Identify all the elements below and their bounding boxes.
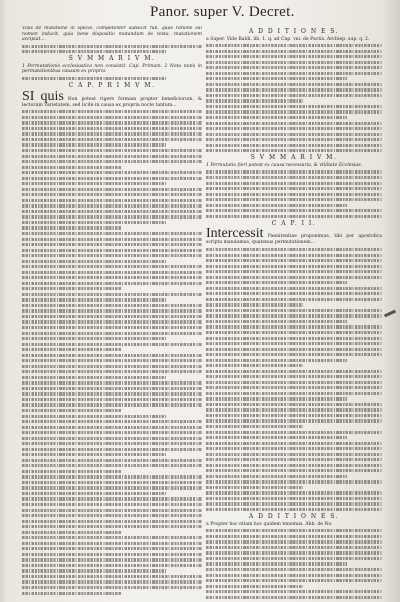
text-line: [206, 61, 382, 64]
text-line: [22, 525, 202, 528]
text-line: [22, 365, 202, 368]
text-line: [22, 415, 166, 418]
text-line: [22, 149, 202, 152]
text-line: [206, 309, 382, 312]
text-line: [206, 122, 382, 125]
text-line: [206, 469, 382, 472]
text-line: [22, 475, 202, 478]
text-line: [206, 359, 347, 362]
left-body-text: [22, 110, 202, 594]
text-line: [22, 138, 202, 141]
text-line: [22, 127, 202, 130]
text-line: [206, 83, 382, 86]
text-line: [206, 270, 382, 273]
text-line: [206, 88, 382, 91]
summary-text: 1 Permutationis ecclesiastica non consistit. Cap. Primum. 2 Nota notis in permutationibus causam ex proprio.: [22, 63, 202, 75]
text-line: [206, 55, 382, 58]
text-line: [206, 590, 382, 593]
text-line: [206, 50, 382, 53]
text-line: [22, 398, 202, 401]
additions-body: [206, 44, 382, 152]
text-line: [206, 94, 382, 97]
text-line: [22, 45, 202, 48]
text-line: [206, 144, 382, 147]
text-line: [22, 215, 202, 218]
text-line: [206, 187, 382, 190]
summary-heading: S V M M A R I V M.: [68, 55, 156, 63]
text-line: [206, 419, 382, 422]
left-intro: Visis de mutatione in specie, competenter subsicit rub. quae ratione sui nomen inducit, quia bene dispositio mutandum de testa. mutationem accipiat...: [22, 26, 202, 43]
right-body-text: [206, 248, 382, 511]
text-line: [22, 282, 202, 285]
text-line: [22, 481, 202, 484]
text-line: [206, 133, 382, 136]
text-line: [22, 453, 166, 456]
text-line: [22, 459, 202, 462]
text-line: [206, 248, 382, 251]
text-line: [206, 110, 382, 113]
page-gutter-shadow: [0, 0, 8, 602]
text-line: [22, 110, 202, 113]
text-line: [206, 480, 382, 483]
text-line: [22, 188, 202, 191]
additions-heading: A D D I T I O N E S.: [248, 28, 340, 35]
text-line: [206, 265, 382, 268]
text-line: [206, 453, 382, 456]
text-line: [206, 497, 382, 500]
text-line: [206, 176, 382, 179]
text-line: [22, 232, 202, 235]
text-line: [206, 105, 382, 108]
text-line: [22, 376, 166, 379]
text-line: [22, 116, 202, 119]
text-line: [22, 492, 166, 495]
text-line: [206, 198, 382, 201]
text-line: [22, 193, 202, 196]
text-line: [22, 381, 202, 384]
text-line: [206, 546, 382, 549]
text-line: [22, 486, 202, 489]
text-line: [206, 314, 382, 317]
text-line: [206, 585, 303, 588]
text-line: [22, 171, 202, 174]
text-line: [206, 276, 382, 279]
text-line: [206, 127, 382, 130]
text-line: [22, 592, 121, 595]
text-line: [22, 287, 121, 290]
text-line: [206, 551, 382, 554]
text-line: [22, 437, 202, 440]
text-line: [22, 309, 202, 312]
left-column: [22, 26, 202, 600]
text-line: [22, 586, 202, 589]
text-line: [22, 243, 202, 246]
text-line: [22, 260, 166, 263]
text-line: [22, 221, 166, 224]
text-line: [22, 387, 202, 390]
text-line: [206, 138, 382, 141]
text-line: [22, 50, 166, 53]
text-line: [206, 403, 382, 406]
text-line: [206, 331, 382, 334]
text-line: [22, 177, 202, 180]
text-line: [206, 348, 382, 351]
text-line: [22, 77, 166, 80]
text-line: [22, 426, 202, 429]
text-line: [22, 536, 202, 539]
text-line: [22, 392, 202, 395]
text-line: [206, 386, 382, 389]
summary-heading: S V M M A R I V M.: [250, 154, 338, 162]
text-line: [206, 579, 382, 582]
additions-heading: A D D I T I O N E S.: [248, 513, 340, 521]
text-line: [22, 182, 166, 185]
text-line: [22, 304, 202, 307]
text-line: [206, 44, 382, 47]
text-line: [22, 403, 202, 406]
chapter-first-text: Paenitentiae proponimus, tibi per apostolica scripta mandamus, quatenus permutationem...: [206, 234, 382, 246]
text-line: [206, 193, 382, 196]
text-line: [22, 442, 202, 445]
text-line: [22, 226, 121, 229]
text-line: [206, 414, 382, 417]
text-line: [206, 392, 382, 395]
text-line: [22, 320, 202, 323]
text-line: [22, 569, 166, 572]
text-line: [206, 353, 382, 356]
text-line: [22, 464, 202, 467]
text-line: [206, 66, 382, 69]
text-line: [22, 553, 202, 556]
text-line: [22, 326, 202, 329]
text-line: [22, 520, 202, 523]
text-line: [22, 354, 202, 357]
text-line: [206, 381, 382, 384]
text-line: [22, 448, 202, 451]
text-line: [206, 431, 382, 434]
text-line: [22, 542, 202, 545]
text-line: [206, 254, 382, 257]
text-line: [206, 458, 382, 461]
text-line: [22, 199, 202, 202]
text-line: [206, 287, 382, 290]
text-line: [22, 470, 121, 473]
text-line: [22, 143, 166, 146]
text-line: [206, 562, 347, 565]
text-line: [206, 320, 347, 323]
text-line: [206, 574, 382, 577]
text-line: [206, 303, 303, 306]
additions-body: [206, 529, 382, 600]
text-line: [22, 293, 202, 296]
text-line: [22, 132, 202, 135]
text-line: [206, 464, 382, 467]
text-line: [22, 160, 202, 163]
text-line: [206, 447, 382, 450]
text-line: [22, 315, 202, 318]
text-line: [22, 249, 202, 252]
text-line: [206, 281, 347, 284]
text-line: [22, 359, 202, 362]
text-line: [22, 271, 202, 274]
text-line: [22, 564, 202, 567]
text-line: [206, 540, 382, 543]
text-line: [22, 514, 202, 517]
text-line: [22, 121, 202, 124]
text-line: [206, 425, 303, 428]
text-line: [206, 475, 347, 478]
summary-body: [206, 170, 382, 217]
text-line: [22, 575, 202, 578]
text-line: [22, 155, 202, 158]
text-line: [206, 292, 382, 295]
text-line: [206, 408, 382, 411]
text-line: [22, 276, 202, 279]
text-line: [22, 580, 202, 583]
text-line: [206, 182, 382, 185]
chapter-opening: [206, 228, 382, 246]
text-line: [206, 442, 382, 445]
text-line: [206, 259, 382, 262]
page-edge-shadow: [382, 0, 400, 602]
text-line: [22, 509, 202, 512]
text-line: [206, 204, 347, 207]
running-head: Panor. super V. Decret.: [150, 4, 295, 20]
text-line: [22, 497, 202, 500]
text-line: [22, 298, 166, 301]
chapter-initial-word: SI quis: [22, 88, 64, 104]
text-line: [22, 210, 202, 213]
summary-text: 1 Permutatio fieri potest ex causa necessaria, & vtilitate Ecclesiae.: [206, 162, 363, 168]
text-line: [206, 99, 303, 102]
text-line: [206, 436, 347, 439]
text-line: [22, 265, 202, 268]
text-line: [206, 337, 382, 340]
text-line: [22, 370, 202, 373]
text-line: [22, 531, 121, 534]
chapter-initial-word: Intercessit: [206, 226, 264, 242]
right-column: [206, 26, 382, 600]
chapter-first-text: Non potest rigere formam propter beneficiorum, & lectorum varietatem, sed licitè in causa ex propria nocte tantum...: [22, 96, 202, 108]
text-line: [22, 254, 202, 257]
text-line: [206, 170, 382, 173]
text-line: [206, 325, 382, 328]
text-line: [22, 348, 121, 351]
chapter-opening: [22, 88, 202, 109]
text-line: [206, 529, 382, 532]
text-line: [206, 364, 303, 367]
text-line: [206, 502, 382, 505]
text-line: [22, 337, 166, 340]
text-line: [206, 486, 303, 489]
text-line: [22, 343, 202, 346]
text-line: [206, 77, 347, 80]
text-line: [206, 508, 382, 511]
additions-text: a Super. Vide Baldi. lib. 1. q. ad Cap. vni. de Pactis. Archiep. sup. q. 2.: [206, 36, 370, 42]
text-line: [206, 149, 382, 152]
text-line: [206, 491, 382, 494]
text-line: [206, 342, 382, 345]
text-line: [206, 397, 347, 400]
text-line: [206, 596, 382, 599]
additions-text: a Propter hoc etiam hoc quidem tenemus. Abb. de No.: [206, 521, 333, 527]
text-line: [22, 503, 202, 506]
text-line: [22, 204, 202, 207]
text-line: [22, 166, 121, 169]
text-line: [22, 547, 202, 550]
text-line: [206, 72, 382, 75]
text-line: [22, 431, 202, 434]
chapter-heading: C A P. P R I M V M.: [68, 82, 156, 90]
text-line: [206, 535, 382, 538]
text-line: [22, 420, 202, 423]
text-line: [206, 209, 382, 212]
text-line: [22, 238, 202, 241]
text-line: [206, 215, 382, 218]
text-line: [206, 370, 382, 373]
text-line: [206, 116, 347, 119]
text-line: [206, 568, 382, 571]
chapter-heading: C A P. I I.: [271, 219, 317, 227]
text-line: [206, 375, 382, 378]
text-line: [22, 558, 202, 561]
text-line: [22, 409, 121, 412]
text-line: [22, 332, 202, 335]
text-line: [206, 557, 382, 560]
text-line: [206, 298, 382, 301]
